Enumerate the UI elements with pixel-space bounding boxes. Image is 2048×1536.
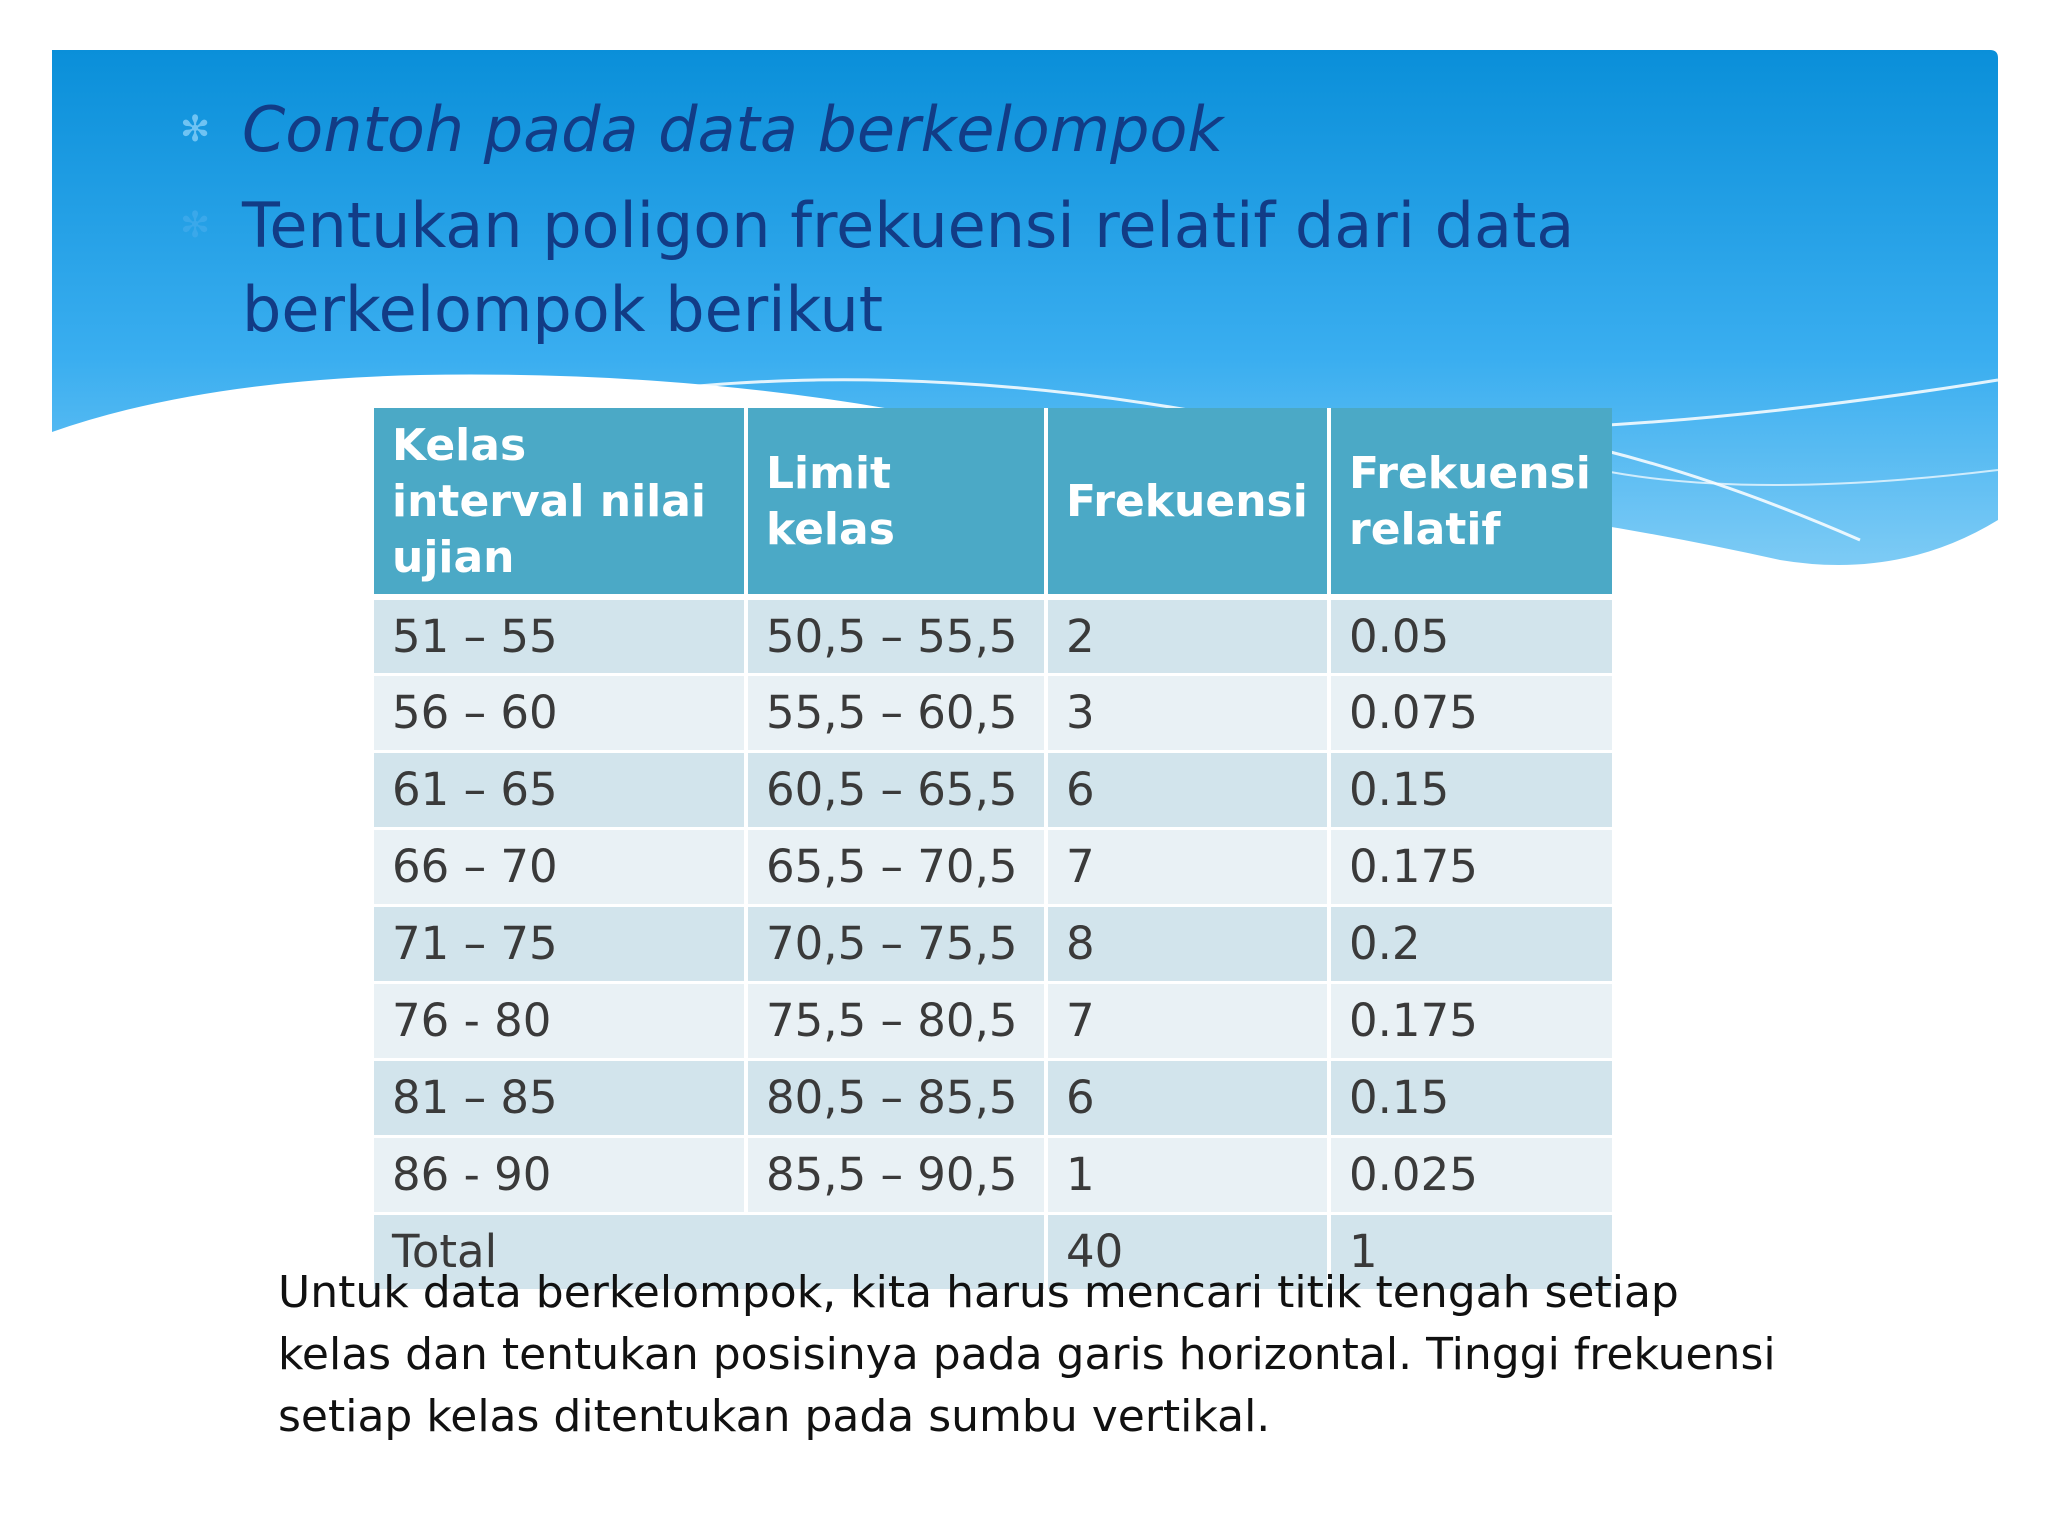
cell-total-relative: 1	[1329, 1213, 1612, 1290]
cell-total-label: Total	[374, 1213, 1046, 1290]
cell-limit: 80,5 – 85,5	[746, 1059, 1046, 1136]
explanation-text: Untuk data berkelompok, kita harus mencari titik tengah setiap kelas dan tentukan posisinya pada garis horizontal. Tinggi frekuensi setiap kelas ditentukan pada sumbu vertikal.	[278, 1267, 1776, 1442]
bullet-item-1	[180, 88, 1640, 172]
frequency-table	[374, 408, 1612, 1292]
cell-limit: 65,5 – 70,5	[746, 828, 1046, 905]
cell-total-frequency: 40	[1046, 1213, 1329, 1290]
header-relative-frequency: Frekuensi relatif	[1329, 408, 1612, 597]
cell-relative: 0.175	[1329, 982, 1612, 1059]
cell-relative: 0.025	[1329, 1136, 1612, 1213]
table-row	[374, 905, 1612, 982]
cell-limit: 50,5 – 55,5	[746, 597, 1046, 674]
cell-limit: 75,5 – 80,5	[746, 982, 1046, 1059]
table-row	[374, 1059, 1612, 1136]
header-limit: Limit kelas	[746, 408, 1046, 597]
cell-interval: 61 – 65	[374, 751, 746, 828]
cell-limit: 85,5 – 90,5	[746, 1136, 1046, 1213]
table-row	[374, 982, 1612, 1059]
header-interval: Kelas interval nilai ujian	[374, 408, 746, 597]
cell-frequency: 7	[1046, 982, 1329, 1059]
table-row	[374, 674, 1612, 751]
cell-frequency: 3	[1046, 674, 1329, 751]
cell-relative: 0.15	[1329, 1059, 1612, 1136]
cell-frequency: 6	[1046, 1059, 1329, 1136]
table-row	[374, 828, 1612, 905]
cell-frequency: 6	[1046, 751, 1329, 828]
cell-limit: 70,5 – 75,5	[746, 905, 1046, 982]
table-row	[374, 597, 1612, 674]
cell-frequency: 7	[1046, 828, 1329, 905]
bullet-item-2	[180, 184, 1640, 352]
asterisk-icon: ✻	[180, 205, 211, 246]
cell-relative: 0.15	[1329, 751, 1612, 828]
cell-relative: 0.2	[1329, 905, 1612, 982]
cell-interval: 56 – 60	[374, 674, 746, 751]
cell-limit: 60,5 – 65,5	[746, 751, 1046, 828]
table-row	[374, 1136, 1612, 1213]
table-row	[374, 751, 1612, 828]
cell-interval: 71 – 75	[374, 905, 746, 982]
table-header-row	[374, 408, 1612, 597]
cell-limit: 55,5 – 60,5	[746, 674, 1046, 751]
cell-interval: 81 – 85	[374, 1059, 746, 1136]
bullet-text: Tentukan poligon frekuensi relatif dari data berkelompok berikut	[242, 189, 1575, 346]
cell-frequency: 2	[1046, 597, 1329, 674]
cell-frequency: 1	[1046, 1136, 1329, 1213]
header-frequency: Frekuensi	[1046, 408, 1329, 597]
asterisk-icon: ✻	[180, 109, 211, 150]
cell-interval: 51 – 55	[374, 597, 746, 674]
cell-interval: 66 – 70	[374, 828, 746, 905]
cell-frequency: 8	[1046, 905, 1329, 982]
bullet-list	[180, 88, 1640, 364]
bullet-text: Contoh pada data berkelompok	[242, 93, 1224, 166]
cell-relative: 0.05	[1329, 597, 1612, 674]
cell-relative: 0.175	[1329, 828, 1612, 905]
cell-interval: 86 - 90	[374, 1136, 746, 1213]
cell-interval: 76 - 80	[374, 982, 746, 1059]
cell-relative: 0.075	[1329, 674, 1612, 751]
